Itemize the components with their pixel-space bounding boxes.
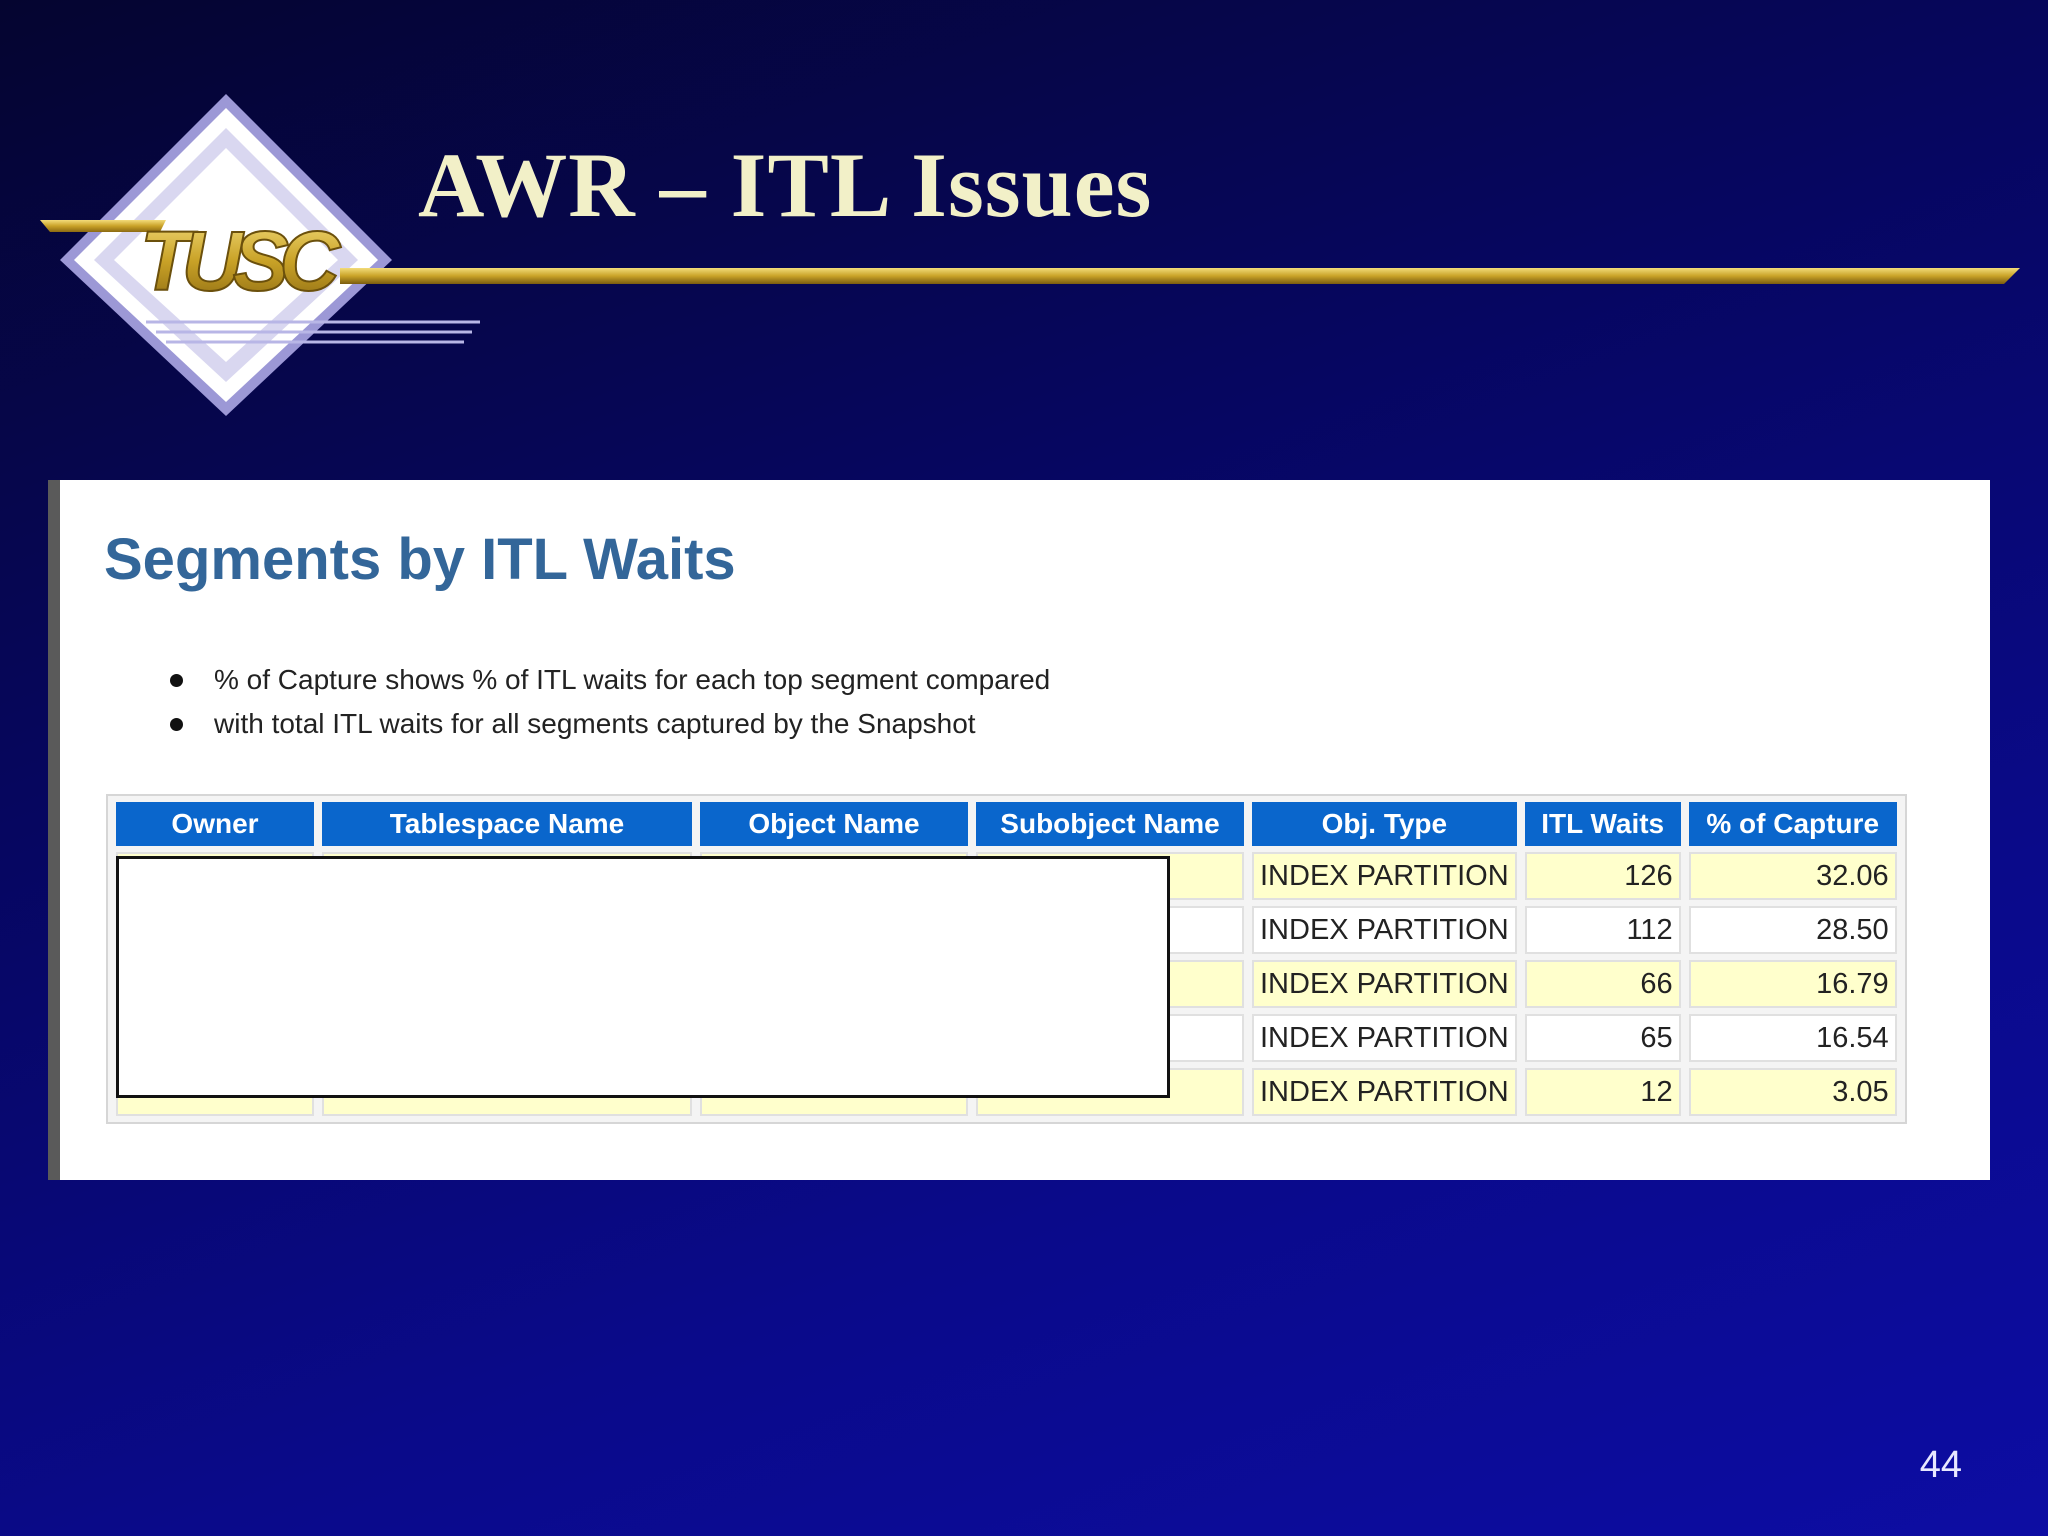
title-divider	[340, 268, 2020, 286]
bullet-icon	[170, 718, 183, 731]
itl-waits-cell: 65	[1525, 1014, 1681, 1062]
column-header-object-name: Object Name	[700, 802, 968, 846]
obj-type-cell: INDEX PARTITION	[1252, 1068, 1517, 1116]
obj-type-cell: INDEX PARTITION	[1252, 960, 1517, 1008]
report-note	[170, 658, 1050, 702]
bullet-icon	[170, 674, 183, 687]
table-header-row	[116, 802, 1897, 846]
column-header-tablespace-name: Tablespace Name	[322, 802, 692, 846]
itl-waits-cell: 112	[1525, 906, 1681, 954]
column-header-obj-type: Obj. Type	[1252, 802, 1517, 846]
report-note-text: with total ITL waits for all segments captured by the Snapshot	[214, 708, 976, 739]
column-header-itl-waits: ITL Waits	[1525, 802, 1681, 846]
logo-wordmark: TUSC	[140, 214, 340, 308]
column-header-pct-capture: % of Capture	[1689, 802, 1897, 846]
awr-report-screenshot	[48, 480, 1990, 1180]
page-number: 44	[1919, 1444, 1962, 1486]
itl-waits-cell: 66	[1525, 960, 1681, 1008]
obj-type-cell: INDEX PARTITION	[1252, 1014, 1517, 1062]
obj-type-cell: INDEX PARTITION	[1252, 906, 1517, 954]
itl-waits-cell: 126	[1525, 852, 1681, 900]
pct-capture-cell: 16.54	[1689, 1014, 1897, 1062]
report-heading: Segments by ITL Waits	[104, 527, 736, 592]
column-header-owner: Owner	[116, 802, 314, 846]
redaction-box	[116, 856, 1170, 1098]
slide-title: AWR – ITL Issues	[418, 134, 1153, 236]
pct-capture-cell: 32.06	[1689, 852, 1897, 900]
column-header-subobject-name: Subobject Name	[976, 802, 1244, 846]
itl-waits-cell: 12	[1525, 1068, 1681, 1116]
pct-capture-cell: 16.79	[1689, 960, 1897, 1008]
obj-type-cell: INDEX PARTITION	[1252, 852, 1517, 900]
report-notes	[170, 658, 1050, 746]
pct-capture-cell: 3.05	[1689, 1068, 1897, 1116]
report-note-text: % of Capture shows % of ITL waits for each top segment compared	[214, 664, 1051, 695]
report-note	[170, 702, 1050, 746]
pct-capture-cell: 28.50	[1689, 906, 1897, 954]
